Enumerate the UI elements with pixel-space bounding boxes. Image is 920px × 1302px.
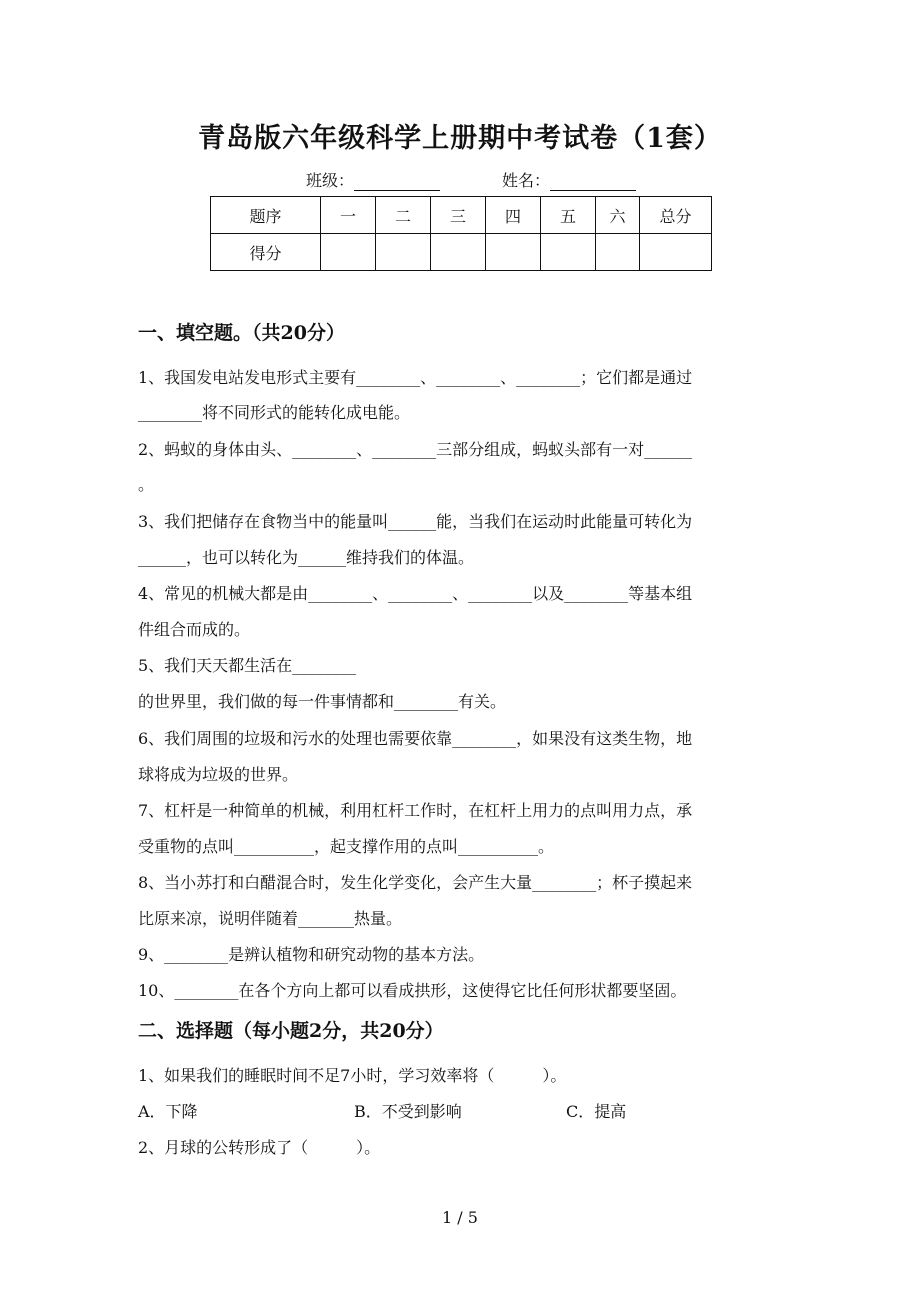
question-line: 的世界里，我们做的每一件事情都和________有关。: [138, 692, 507, 711]
question-line: 8、当小苏打和白醋混合时，发生化学变化，会产生大量________；杯子摸起来: [138, 873, 693, 892]
score-table-score-row: [211, 234, 712, 271]
question-line: ______，也可以转化为______维持我们的体温。: [138, 548, 475, 567]
section-heading-multiple-choice: 二、选择题（每小题2分，共20分）: [138, 1020, 444, 1042]
score-cell[interactable]: [431, 234, 486, 271]
option-b[interactable]: B．不受到影响: [354, 1102, 462, 1121]
table-cell: 三: [431, 197, 486, 234]
option-c[interactable]: C．提高: [566, 1102, 627, 1121]
exam-title: 青岛版六年级科学上册期中考试卷（1套）: [198, 123, 722, 154]
question-line: 2、蚂蚁的身体由头、________、________三部分组成，蚂蚁头部有一对______: [138, 440, 693, 459]
question-line: 比原来凉，说明伴随着_______热量。: [138, 909, 403, 928]
question-line: 9、________是辨认植物和研究动物的基本方法。: [138, 945, 485, 964]
table-cell: 一: [321, 197, 376, 234]
question-line: 件组合而成的。: [138, 620, 251, 639]
score-cell[interactable]: [541, 234, 596, 271]
score-table: [210, 196, 712, 271]
name-label: 姓名：: [502, 171, 551, 190]
score-table-header-row: [211, 197, 712, 234]
option-a[interactable]: A．下降: [138, 1102, 198, 1121]
table-cell: 总分: [640, 197, 712, 234]
question-line: ________将不同形式的能转化成电能。: [138, 403, 411, 422]
name-field: [502, 168, 636, 191]
table-cell: 二: [376, 197, 431, 234]
class-blank[interactable]: [354, 174, 440, 191]
question-line: 10、________在各个方向上都可以看成拱形，这使得它比任何形状都要坚固。: [138, 981, 687, 1000]
table-cell: 四: [486, 197, 541, 234]
question-line: 1、如果我们的睡眠时间不足7小时，学习效率将（ ）。: [138, 1066, 567, 1085]
class-label: 班级：: [306, 171, 355, 190]
question-line: 。: [138, 475, 155, 494]
score-cell[interactable]: [376, 234, 431, 271]
question-line: 5、我们天天都生活在________: [138, 656, 357, 675]
score-cell[interactable]: [486, 234, 541, 271]
question-line: 3、我们把储存在食物当中的能量叫______能，当我们在运动时此能量可转化为: [138, 512, 693, 531]
table-cell: 五: [541, 197, 596, 234]
table-cell: 得分: [211, 234, 321, 271]
page-number: 1 / 5: [442, 1208, 478, 1227]
score-cell[interactable]: [596, 234, 640, 271]
table-cell: 六: [596, 197, 640, 234]
question-line: 6、我们周围的垃圾和污水的处理也需要依靠________，如果没有这类生物，地: [138, 729, 693, 748]
question-line: 受重物的点叫__________，起支撑作用的点叫__________。: [138, 837, 555, 856]
score-cell[interactable]: [640, 234, 712, 271]
class-field: [306, 168, 440, 191]
question-line: 球将成为垃圾的世界。: [138, 765, 299, 784]
section-heading-fill-blank: 一、填空题。（共20分）: [138, 322, 345, 344]
score-cell[interactable]: [321, 234, 376, 271]
table-cell: 题序: [211, 197, 321, 234]
question-line: 1、我国发电站发电形式主要有________、________、________；它们都是通过: [138, 368, 693, 387]
question-line: 4、常见的机械大都是由________、________、________以及________等基本组: [138, 584, 693, 603]
name-blank[interactable]: [550, 174, 636, 191]
question-line: 2、月球的公转形成了（ ）。: [138, 1138, 381, 1157]
question-line: 7、杠杆是一种简单的机械，利用杠杆工作时，在杠杆上用力的点叫用力点，承: [138, 801, 693, 820]
